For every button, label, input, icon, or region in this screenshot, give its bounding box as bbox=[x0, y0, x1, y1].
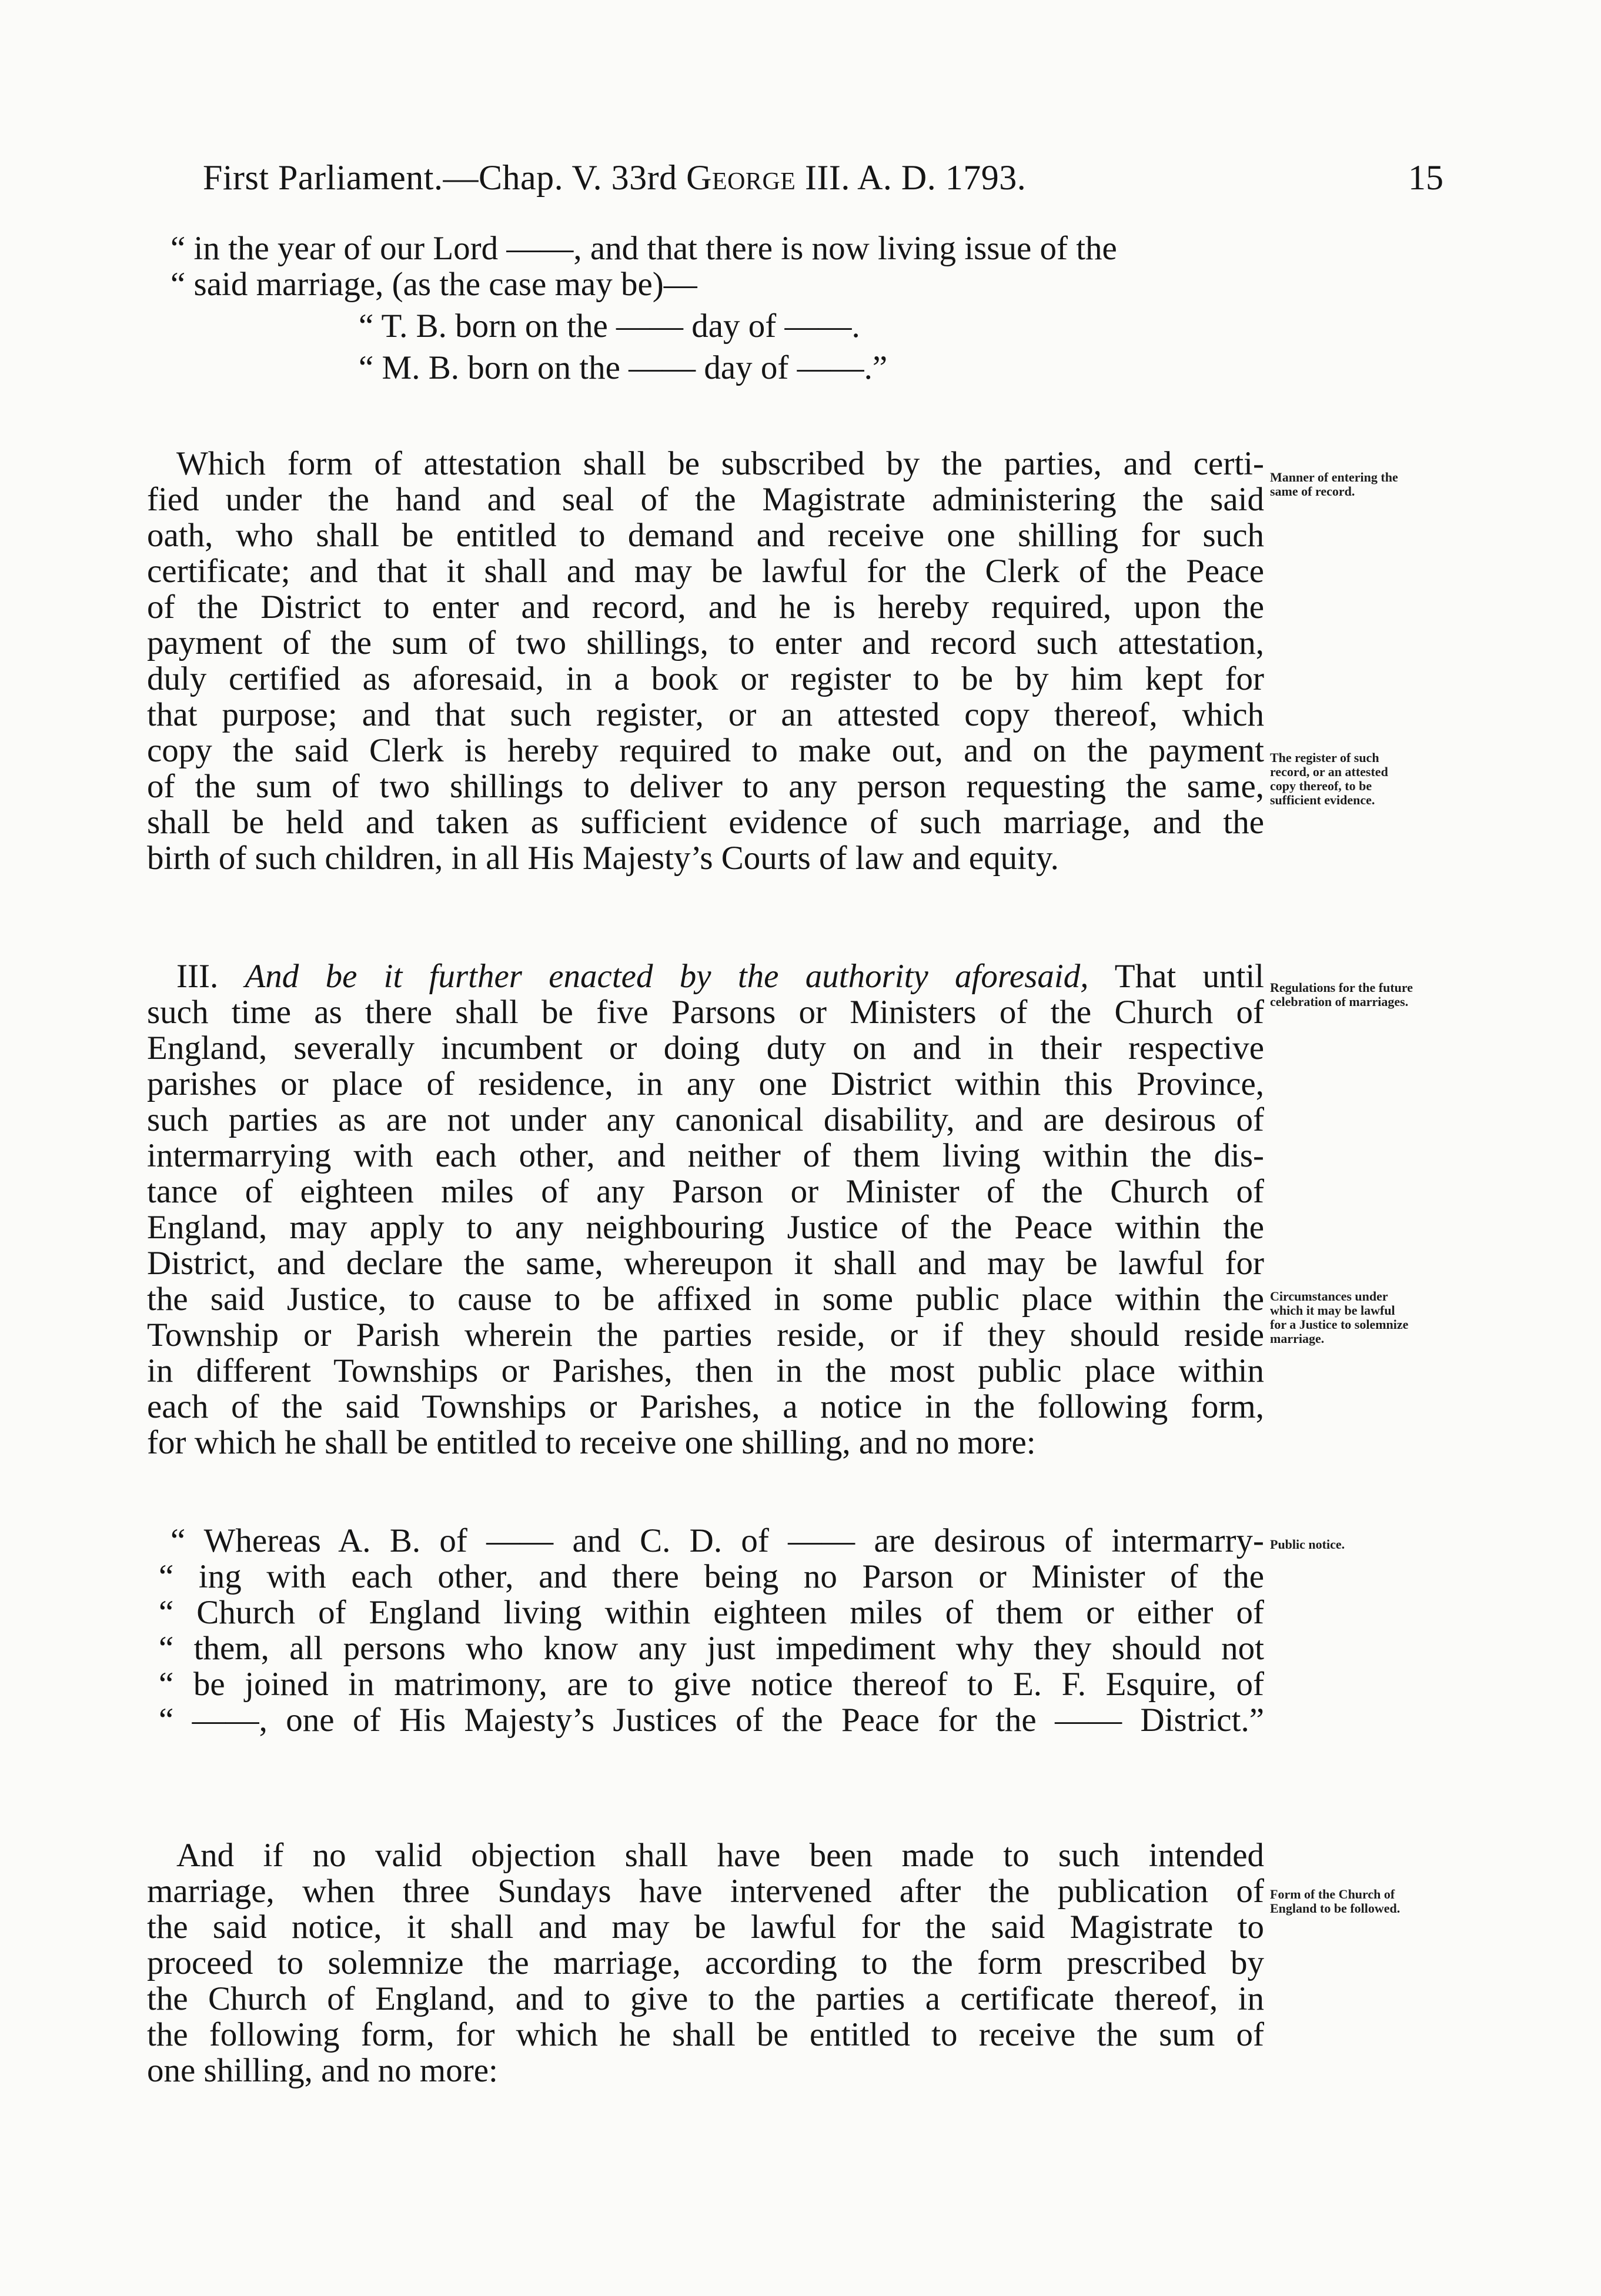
text-line: duly certified as aforesaid, in a book or register to be by him kept for bbox=[147, 660, 1264, 697]
text-line: District, and declare the same, whereupon it shall and may be lawful for bbox=[147, 1245, 1264, 1282]
text-line: fied under the hand and seal of the Magistrate administering the said bbox=[147, 481, 1264, 518]
text-line: England, may apply to any neighbouring Justice of the Peace within the bbox=[147, 1209, 1264, 1246]
text-line: oath, who shall be entitled to demand and receive one shilling for such bbox=[147, 517, 1264, 554]
text-line: of the sum of two shillings to deliver to any person requesting the same, bbox=[147, 768, 1264, 805]
text-line: tance of eighteen miles of any Parson or Minister of the Church of bbox=[147, 1173, 1264, 1210]
page-number: 15 bbox=[1408, 158, 1443, 197]
text-line: such time as there shall be five Parsons or Ministers of the Church of bbox=[147, 994, 1264, 1031]
text-line: payment of the sum of two shillings, to enter and record such attestation, bbox=[147, 624, 1264, 661]
text-line: each of the said Townships or Parishes, a notice in the following form, bbox=[147, 1388, 1264, 1425]
paragraph-solemnization bbox=[147, 1837, 1264, 2088]
text-line: “ M. B. born on the —— day of ——.” bbox=[359, 349, 888, 386]
running-head: First Parliament.—Chap. V. 33rd George III. A. D. 1793. bbox=[203, 158, 1027, 197]
text-line: that purpose; and that such register, or an attested copy thereof, which bbox=[147, 696, 1264, 733]
paragraph-section-iii bbox=[147, 958, 1264, 1461]
text-line: parishes or place of residence, in any one District within this Province, bbox=[147, 1065, 1264, 1102]
margin-note-manner-of-entering: Manner of entering the same of record. bbox=[1270, 470, 1398, 499]
text-line: “ Whereas A. B. of —— and C. D. of —— are desirous of intermarry- bbox=[171, 1522, 1264, 1559]
text-line: “ Church of England living within eighteen miles of them or either of bbox=[159, 1594, 1264, 1631]
text-line: copy the said Clerk is hereby required to make out, and on the payment bbox=[147, 732, 1264, 769]
text-line: proceed to solemnize the marriage, according to the form prescribed by bbox=[147, 1944, 1264, 1981]
text-line: “ T. B. born on the —— day of ——. bbox=[359, 308, 860, 345]
text-line: the following form, for which he shall be entitled to receive the sum of bbox=[147, 2016, 1264, 2053]
text-line: such parties as are not under any canonical disability, and are desirous of bbox=[147, 1101, 1264, 1138]
margin-note-regulations: Regulations for the future celebration of marriages. bbox=[1270, 980, 1413, 1009]
text-line: of the District to enter and record, and he is hereby required, upon the bbox=[147, 589, 1264, 626]
text-line: for which he shall be entitled to receive one shilling, and no more: bbox=[147, 1424, 1036, 1461]
text-line: the said notice, it shall and may be lawful for the said Magistrate to bbox=[147, 1909, 1264, 1946]
text-line: “ in the year of our Lord ——, and that there is now living issue of the bbox=[171, 230, 1117, 267]
section-iii-first-line: III. And be it further enacted by the authority aforesaid, That until bbox=[176, 958, 1264, 995]
text-line: one shilling, and no more: bbox=[147, 2052, 498, 2089]
text-line: birth of such children, in all His Majesty’s Courts of law and equity. bbox=[147, 840, 1059, 877]
paragraph-attestation bbox=[147, 446, 1264, 876]
text-line: certificate; and that it shall and may be lawful for the Clerk of the Peace bbox=[147, 553, 1264, 590]
text-line: the said Justice, to cause to be affixed in some public place within the bbox=[147, 1281, 1264, 1318]
margin-note-register: The register of such record, or an attested copy thereof, to be sufficient evidence. bbox=[1270, 750, 1388, 807]
text-line: And if no valid objection shall have been made to such intended bbox=[176, 1837, 1264, 1874]
text-line: in different Townships or Parishes, then in the most public place within bbox=[147, 1352, 1264, 1389]
text-line: “ said marriage, (as the case may be)— bbox=[171, 266, 697, 303]
text-line: the Church of England, and to give to the parties a certificate thereof, in bbox=[147, 1980, 1264, 2017]
text-line: shall be held and taken as sufficient evidence of such marriage, and the bbox=[147, 804, 1264, 841]
margin-note-circumstances: Circumstances under which it may be lawful for a Justice to solemnize marriage. bbox=[1270, 1289, 1409, 1346]
enacting-clause: And be it further enacted by the authority aforesaid, bbox=[245, 958, 1089, 995]
text-line: marriage, when three Sundays have intervened after the publication of bbox=[147, 1873, 1264, 1910]
text-line: Which form of attestation shall be subscribed by the parties, and certi- bbox=[176, 445, 1264, 482]
section-number: III. bbox=[176, 958, 245, 995]
margin-note-public-notice: Public notice. bbox=[1270, 1537, 1345, 1552]
running-header bbox=[203, 158, 1443, 205]
notice-quotation bbox=[147, 1523, 1264, 1738]
text-line: “ be joined in matrimony, are to give notice thereof to E. F. Esquire, of bbox=[159, 1666, 1264, 1703]
george-small-caps: George bbox=[686, 158, 796, 197]
text-line: Township or Parish wherein the parties reside, or if they should reside bbox=[147, 1316, 1264, 1353]
text-line: “ ing with each other, and there being no Parson or Minister of the bbox=[159, 1558, 1264, 1595]
intro-quotation bbox=[147, 230, 1264, 386]
margin-note-form-church: Form of the Church of England to be followed. bbox=[1270, 1887, 1401, 1916]
text-line: “ them, all persons who know any just impediment why they should not bbox=[159, 1630, 1264, 1667]
text-line: intermarrying with each other, and neither of them living within the dis- bbox=[147, 1137, 1264, 1174]
text-line: “ ——, one of His Majesty’s Justices of the Peace for the —— District.” bbox=[159, 1702, 1264, 1739]
text-line: England, severally incumbent or doing duty on and in their respective bbox=[147, 1030, 1264, 1067]
